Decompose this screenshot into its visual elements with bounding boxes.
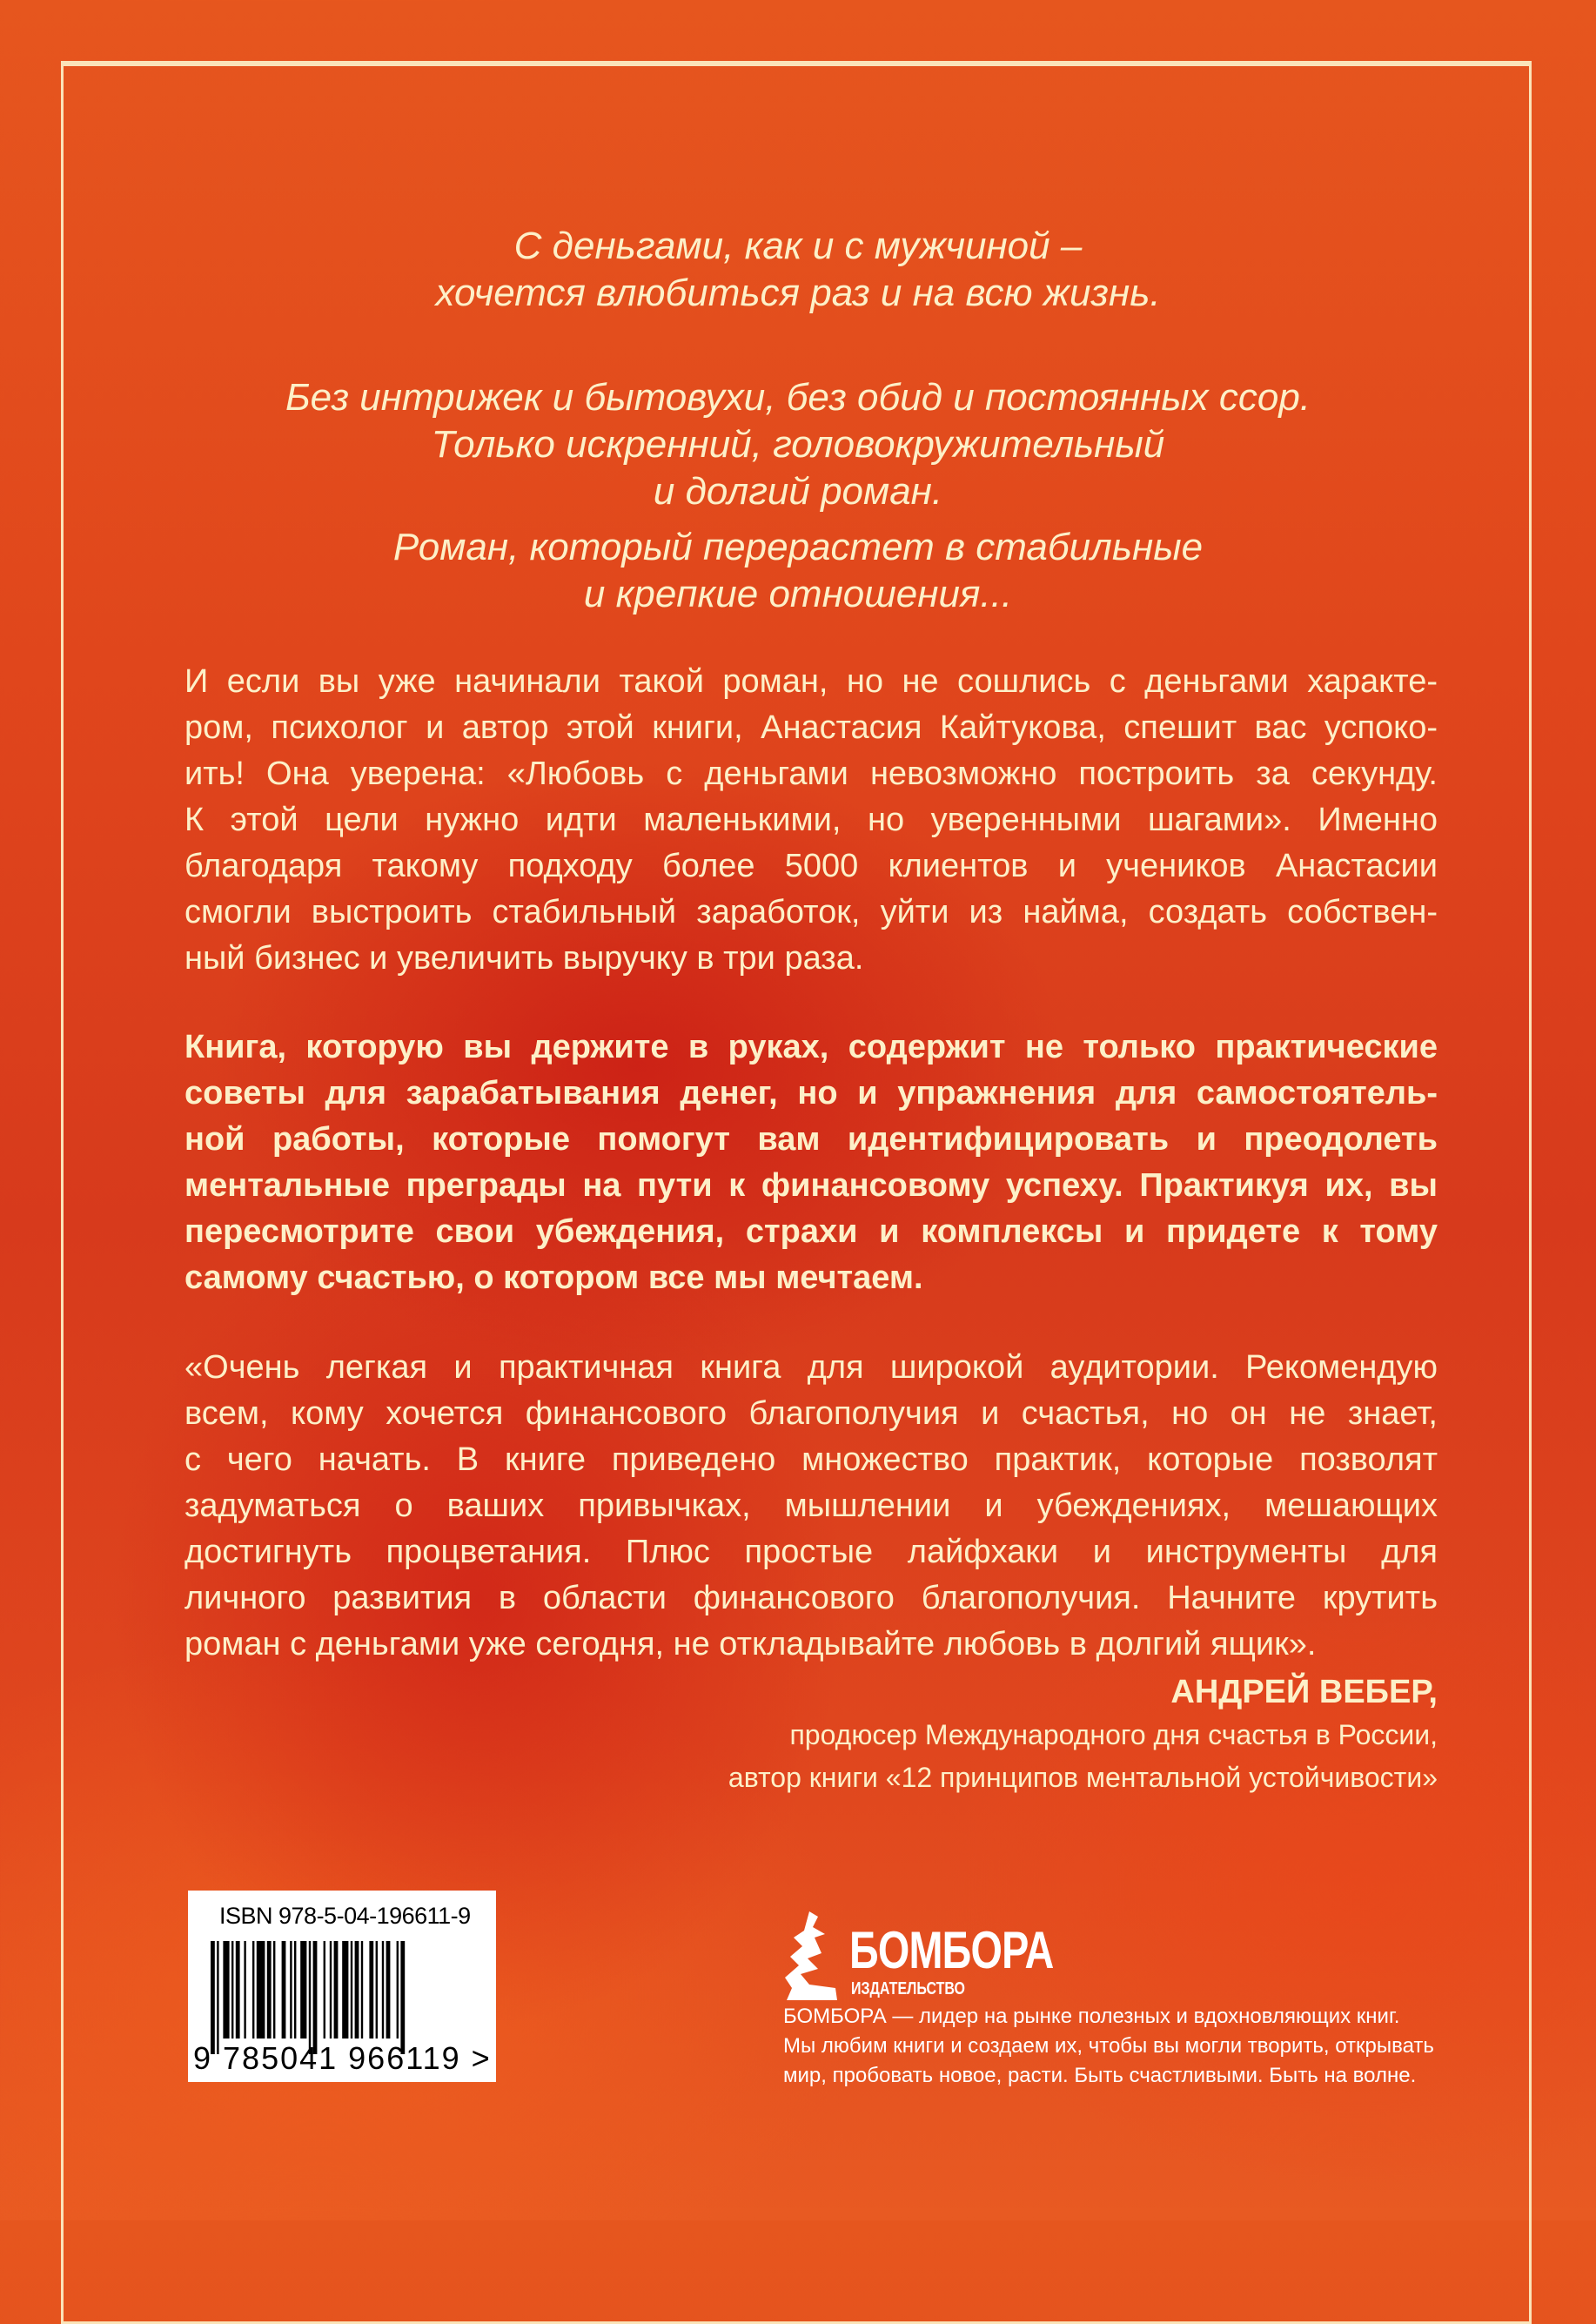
- highlight-paragraph: [184, 1024, 1438, 1301]
- barcode-bar: [369, 1941, 373, 2039]
- barcode-bar: [290, 1941, 292, 2039]
- barcode-bar: [294, 1941, 296, 2039]
- text-line: с чего начать. В книге приведено множество практик, которые позволят: [184, 1441, 1438, 1478]
- barcode-bar: [282, 1941, 286, 2039]
- text-line: «Очень легкая и практичная книга для широкой аудитории. Рекомендую: [184, 1349, 1438, 1386]
- blurb-line: Мы любим книги и создаем их, чтобы вы могли творить, открывать: [783, 2034, 1434, 2058]
- verse-line: Без интрижек и бытовухи, без обид и постоянных ссор.: [285, 376, 1311, 419]
- verse-line: хочется влюбиться раз и на всю жизнь.: [435, 272, 1161, 314]
- text-line: личного развития в области финансового благополучия. Начните крутить: [184, 1580, 1438, 1616]
- publisher-name: БОМБОРА: [849, 1921, 1054, 1979]
- verse-line: и крепкие отношения...: [583, 573, 1013, 615]
- review-signature: [728, 1671, 1438, 1799]
- barcode-bar: [376, 1941, 378, 2039]
- barcode-bar: [257, 1941, 265, 2039]
- barcode-bar: [223, 1941, 229, 2039]
- text-line: достигнуть процветания. Плюс простые лайфхаки и инструменты для: [184, 1534, 1438, 1570]
- text-line: ром, психолог и автор этой книги, Анастасия Кайтукова, спешит вас успоко-: [184, 709, 1438, 746]
- barcode-bar: [351, 1941, 352, 2039]
- barcode-bar: [382, 1941, 384, 2039]
- verse-line: Только искренний, головокружительный: [431, 423, 1165, 466]
- text-line: И если вы уже начинали такой роман, но не сошлись с деньгами характе-: [184, 663, 1438, 700]
- reviewer-book: автор книги «12 принципов ментальной устойчивости»: [728, 1762, 1438, 1793]
- text-line: роман с деньгами уже сегодня, не откладывайте любовь в долгий ящик».: [184, 1626, 1317, 1662]
- text-line: ный бизнес и увеличить выручку в три раза.: [184, 940, 864, 977]
- barcode-bar: [244, 1941, 245, 2039]
- text-line: смогли выстроить стабильный заработок, уйти из найма, создать собствен-: [184, 894, 1438, 930]
- barcode-bar: [211, 1941, 215, 2054]
- barcode-digits: 9 785041 966119 >: [193, 2040, 492, 2076]
- isbn-label: ISBN 978-5-04-196611-9: [219, 1903, 471, 1929]
- barcode-bar: [342, 1941, 348, 2039]
- barcode-bar: [267, 1941, 272, 2039]
- barcode-bar: [397, 1941, 399, 2039]
- isbn-barcode: [188, 1891, 496, 2082]
- text-line: пересмотрите свои убеждения, страхи и комплексы и придете к тому: [184, 1213, 1438, 1250]
- blurb-line: мир, пробовать новое, расти. Быть счастливыми. Быть на волне.: [783, 2064, 1417, 2087]
- text-line: задуматься о ваших привычках, мышлении и убеждениях, мешающих: [184, 1488, 1438, 1524]
- review-quote: [184, 1345, 1438, 1668]
- text-line: Книга, которую вы держите в руках, содержит не только практические: [184, 1029, 1438, 1065]
- barcode-bar: [231, 1941, 233, 2039]
- barcode-bar: [309, 1941, 311, 2054]
- barcode-bar: [361, 1941, 363, 2039]
- text-line: всем, кому хочется финансового благополучия и счастья, но он не знает,: [184, 1395, 1438, 1432]
- text-line: благодаря такому подходу более 5000 клиентов и учеников Анастасии: [184, 848, 1438, 884]
- intro-stanza: [0, 524, 1596, 618]
- text-line: ной работы, которые помогут вам идентифицировать и преодолеть: [184, 1121, 1438, 1158]
- barcode-bar: [252, 1941, 254, 2039]
- intro-stanza: [0, 223, 1596, 317]
- reviewer-role: продюсер Международного дня счастья в России,: [789, 1719, 1438, 1750]
- dancer-figure-logo-icon: [783, 1908, 844, 2004]
- reviewer-name: АНДРЕЙ ВЕБЕР,: [1170, 1674, 1438, 1710]
- barcode-bar: [217, 1941, 218, 2054]
- intro-stanza: [0, 374, 1596, 515]
- barcode-bar: [386, 1941, 391, 2039]
- description-paragraph: [184, 659, 1438, 982]
- text-line: ить! Она уверена: «Любовь с деньгами невозможно построить за секунду.: [184, 756, 1438, 792]
- barcode-bar: [324, 1941, 325, 2039]
- verse-line: и долгий роман.: [653, 470, 943, 513]
- barcode-bar: [355, 1941, 359, 2039]
- barcode-bar: [334, 1941, 339, 2039]
- text-line: ментальные преграды на пути к финансовому успеху. Практикуя их, вы: [184, 1167, 1438, 1204]
- barcode-bar: [313, 1941, 318, 2054]
- text-line: самому счастью, о котором все мы мечтаем.: [184, 1259, 923, 1296]
- verse-line: Роман, который перерастет в стабильные: [392, 526, 1204, 568]
- publisher-blurb: [783, 2002, 1434, 2091]
- barcode-bar: [400, 1941, 405, 2054]
- barcode-bar: [300, 1941, 306, 2039]
- barcode-bar: [330, 1941, 332, 2039]
- barcode-bar: [273, 1941, 275, 2039]
- text-line: советы для зарабатывания денег, но и упражнения для самостоятель-: [184, 1075, 1438, 1112]
- verse-line: С деньгами, как и с мужчиной –: [513, 225, 1083, 267]
- blurb-line: БОМБОРА — лидер на рынке полезных и вдохновляющих книг.: [783, 2005, 1400, 2028]
- publisher-logo: [783, 1908, 1054, 2008]
- publisher-subtitle: ИЗДАТЕЛЬСТВО: [851, 1979, 965, 1998]
- barcode-bar: [236, 1941, 240, 2039]
- text-line: К этой цели нужно идти маленькими, но уверенными шагами». Именно: [184, 802, 1438, 838]
